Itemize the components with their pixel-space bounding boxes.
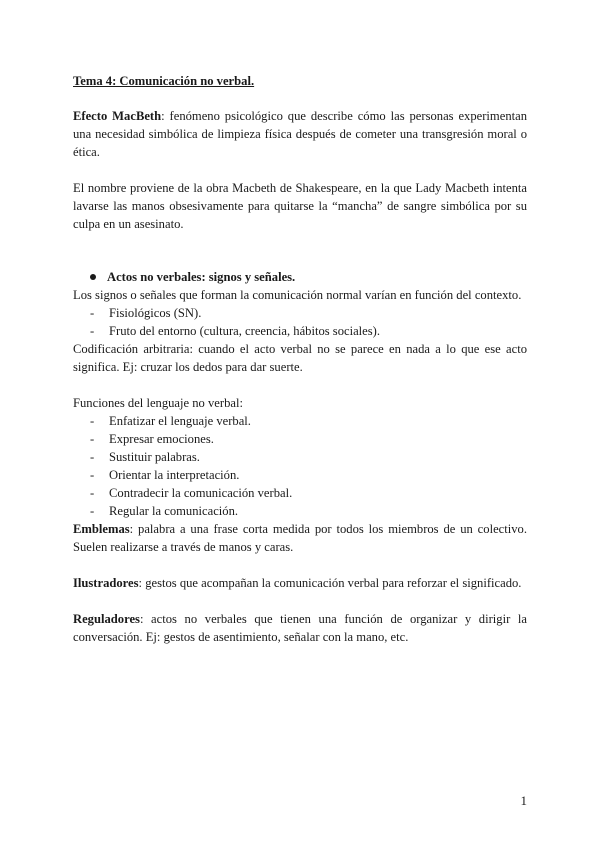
macbeth-definition: [73, 107, 527, 161]
dash-icon: -: [90, 432, 95, 446]
page-number: 1: [520, 793, 527, 808]
bullet-dot-icon: [90, 274, 96, 280]
section-heading-text: Actos no verbales: signos y señales.: [107, 270, 296, 284]
list-item: - Contradecir la comunicación verbal.: [90, 486, 293, 500]
dash-icon: -: [90, 306, 95, 320]
reguladores-definition: [73, 610, 527, 646]
macbeth-origin: El nombre proviene de la obra Macbeth de Shakespeare, en la que Lady Macbeth intenta lavarse las manos obsesivamente para quitarse la “mancha” de sangre simbólica por su culpa en un asesinato.: [73, 181, 527, 231]
list-item: - Expresar emociones.: [90, 432, 214, 446]
list-item: - Fruto del entorno (cultura, creencia, hábitos sociales).: [90, 324, 381, 338]
functions-list: [73, 412, 527, 520]
reguladores-definition-text: : actos no verbales que tienen una función de organizar y dirigir la conversación. Ej: gestos de asentimiento, señalar con la mano, etc.: [73, 612, 527, 644]
ilustradores-definition: [73, 574, 527, 592]
ilustradores-term: Ilustradores: [73, 576, 139, 590]
list-item: - Sustituir palabras.: [90, 450, 200, 464]
dash-icon: -: [90, 504, 95, 518]
list-item: - Regular la comunicación.: [90, 504, 239, 518]
ilustradores-definition-text: : gestos que acompañan la comunicación verbal para reforzar el significado.: [138, 576, 522, 590]
dash-icon: -: [90, 324, 95, 338]
list-item: - Orientar la interpretación.: [90, 468, 240, 482]
signs-list: [73, 304, 527, 340]
signs-intro: Los signos o señales que forman la comunicación normal varían en función del contexto.: [73, 288, 522, 302]
dash-icon: -: [90, 468, 95, 482]
dash-icon: -: [90, 486, 95, 500]
section-heading: [90, 268, 527, 286]
macbeth-term: Efecto MacBeth: [73, 109, 162, 123]
emblemas-term: Emblemas: [73, 522, 130, 536]
dash-icon: -: [90, 450, 95, 464]
list-item: - Fisiológicos (SN).: [90, 306, 202, 320]
dash-icon: -: [90, 414, 95, 428]
reguladores-term: Reguladores: [73, 612, 140, 626]
document-page: [73, 72, 527, 664]
arbitrary-coding: Codificación arbitraria: cuando el acto verbal no se parece en nada a lo que ese acto significa. Ej: cruzar los dedos para dar suerte.: [73, 342, 527, 374]
page-title: Tema 4: Comunicación no verbal.: [73, 74, 255, 88]
macbeth-definition-text: : fenómeno psicológico que describe cómo las personas experimentan una necesidad simbólica de limpieza física después de cometer una transgresión moral o ética.: [73, 109, 527, 159]
functions-intro: Funciones del lenguaje no verbal:: [73, 396, 243, 410]
emblemas-definition-text: : palabra a una frase corta medida por todos los miembros de un colectivo. Suelen realizarse a través de manos y caras.: [73, 522, 527, 554]
emblemas-definition: [73, 520, 527, 556]
list-item: - Enfatizar el lenguaje verbal.: [90, 414, 251, 428]
